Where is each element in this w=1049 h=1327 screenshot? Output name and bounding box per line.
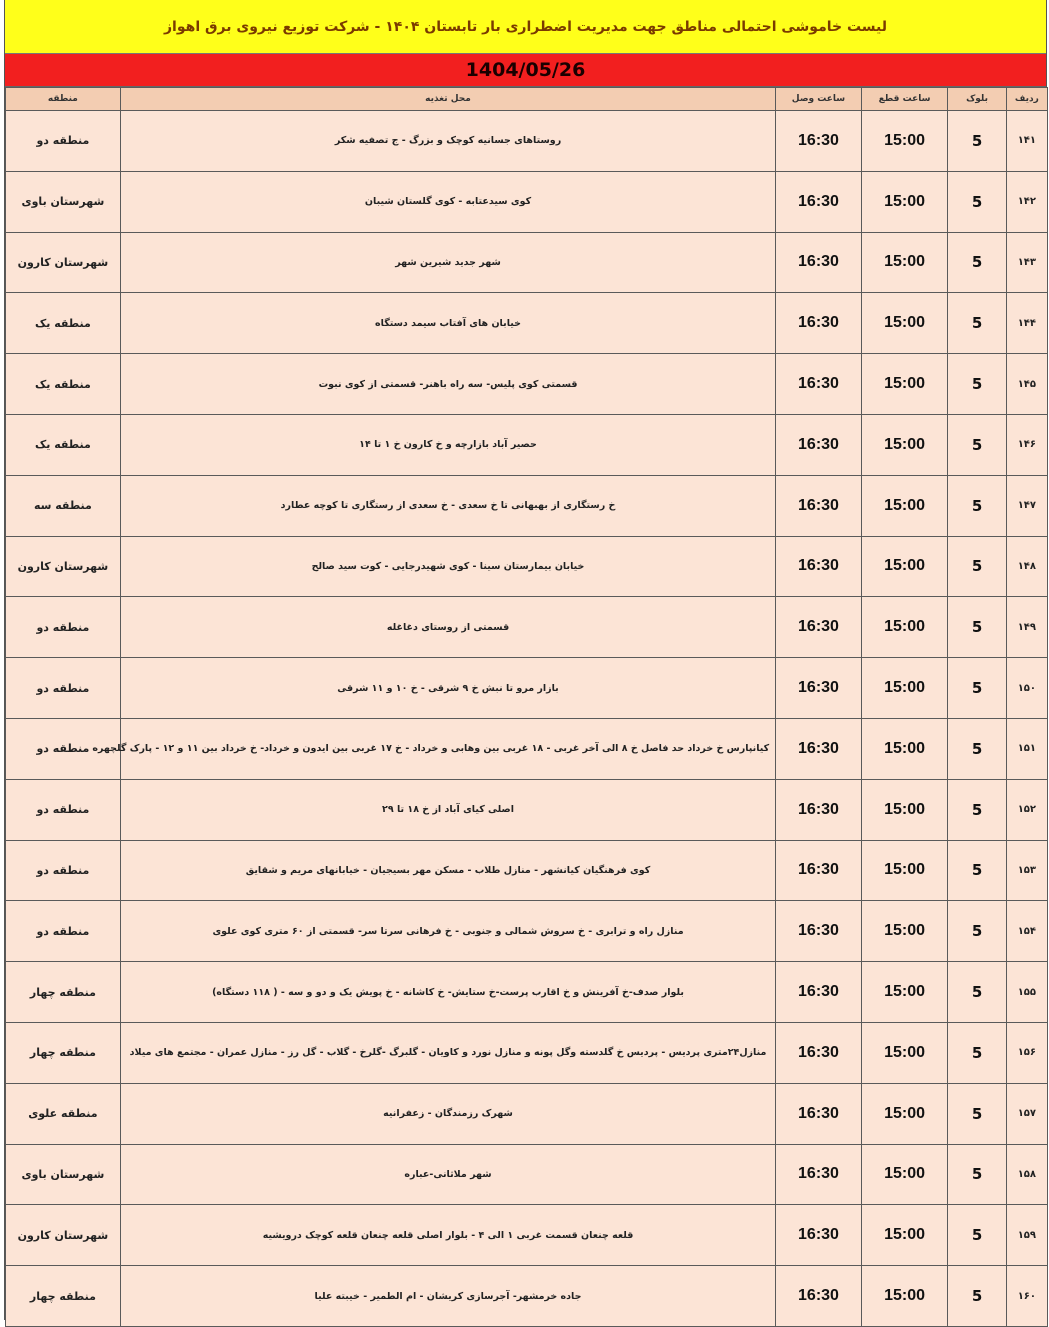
cell-location: منازل۲۴متری پردیس - پردیس خ گلدسته وگل پونه و منازل نورد و کاویان - گلبرگ -گلرخ - گلاب - گل رز - منازل عمران - مجتمع های میلاد — [120, 1022, 775, 1083]
cell-reconnect-time: 16:30 — [776, 840, 862, 901]
cell-region: منطقه دو — [6, 658, 121, 719]
cell-block: 5 — [948, 1144, 1006, 1205]
cell-index: ۱۵۳ — [1006, 840, 1047, 901]
cell-block: 5 — [948, 1266, 1006, 1327]
cell-region: منطقه یک — [6, 354, 121, 415]
cell-block: 5 — [948, 111, 1006, 172]
table-row — [6, 1205, 1048, 1266]
cell-cut-time: 15:00 — [861, 475, 948, 536]
cell-location: شهر ملاثانی-عباره — [120, 1144, 775, 1205]
cell-block: 5 — [948, 1083, 1006, 1144]
cell-location: قلعه چنعان قسمت غربی ۱ الی ۴ - بلوار اصلی قلعه چنعان قلعه کوچک درویشیه — [120, 1205, 775, 1266]
cell-index: ۱۴۵ — [1006, 354, 1047, 415]
table-row — [6, 232, 1048, 293]
cell-index: ۱۴۱ — [1006, 111, 1047, 172]
cell-cut-time: 15:00 — [861, 111, 948, 172]
cell-reconnect-time: 16:30 — [776, 536, 862, 597]
table-row — [6, 658, 1048, 719]
cell-region: شهرستان کارون — [6, 1205, 121, 1266]
cell-index: ۱۵۶ — [1006, 1022, 1047, 1083]
table-row — [6, 718, 1048, 779]
cell-region: منطقه دو — [6, 779, 121, 840]
table-row — [6, 901, 1048, 962]
cell-index: ۱۴۷ — [1006, 475, 1047, 536]
cell-cut-time: 15:00 — [861, 1205, 948, 1266]
table-row — [6, 293, 1048, 354]
cell-index: ۱۴۴ — [1006, 293, 1047, 354]
cell-region: منطقه دو — [6, 718, 121, 779]
table-row — [6, 536, 1048, 597]
cell-block: 5 — [948, 293, 1006, 354]
cell-block: 5 — [948, 475, 1006, 536]
table-row — [6, 840, 1048, 901]
cell-location: اصلی کیای آباد از خ ۱۸ تا ۲۹ — [120, 779, 775, 840]
cell-cut-time: 15:00 — [861, 840, 948, 901]
cell-reconnect-time: 16:30 — [776, 658, 862, 719]
cell-block: 5 — [948, 840, 1006, 901]
cell-reconnect-time: 16:30 — [776, 1144, 862, 1205]
cell-block: 5 — [948, 962, 1006, 1023]
cell-reconnect-time: 16:30 — [776, 475, 862, 536]
cell-region: منطقه دو — [6, 840, 121, 901]
cell-cut-time: 15:00 — [861, 779, 948, 840]
cell-location: شهر جدید شیرین شهر — [120, 232, 775, 293]
column-header-location: محل تغذیه — [120, 88, 775, 111]
table-row — [6, 962, 1048, 1023]
outage-schedule-sheet — [4, 0, 1047, 1320]
cell-reconnect-time: 16:30 — [776, 962, 862, 1023]
table-row — [6, 1022, 1048, 1083]
column-header-block: بلوک — [948, 88, 1006, 111]
cell-region: منطقه دو — [6, 901, 121, 962]
cell-reconnect-time: 16:30 — [776, 1205, 862, 1266]
table-row — [6, 171, 1048, 232]
table-row — [6, 354, 1048, 415]
cell-location: بلوار صدف-خ آفرینش و خ اقارب پرست-خ ستایش- خ کاشانه - خ پویش یک و دو و سه - ( ۱۱۸ دستگاه) — [120, 962, 775, 1023]
cell-block: 5 — [948, 536, 1006, 597]
table-row — [6, 597, 1048, 658]
cell-index: ۱۴۲ — [1006, 171, 1047, 232]
cell-index: ۱۴۳ — [1006, 232, 1047, 293]
cell-reconnect-time: 16:30 — [776, 901, 862, 962]
table-row — [6, 779, 1048, 840]
cell-index: ۱۵۵ — [1006, 962, 1047, 1023]
outage-table — [5, 87, 1048, 1327]
cell-location: حصیر آباد بازارچه و خ کارون خ ۱ تا ۱۴ — [120, 414, 775, 475]
cell-block: 5 — [948, 1205, 1006, 1266]
cell-reconnect-time: 16:30 — [776, 414, 862, 475]
cell-cut-time: 15:00 — [861, 354, 948, 415]
cell-cut-time: 15:00 — [861, 536, 948, 597]
cell-cut-time: 15:00 — [861, 293, 948, 354]
cell-reconnect-time: 16:30 — [776, 354, 862, 415]
cell-location: شهرک رزمندگان - زعفرانیه — [120, 1083, 775, 1144]
cell-reconnect-time: 16:30 — [776, 779, 862, 840]
schedule-date: 1404/05/26 — [5, 54, 1046, 87]
cell-cut-time: 15:00 — [861, 232, 948, 293]
cell-reconnect-time: 16:30 — [776, 293, 862, 354]
table-header-row — [6, 88, 1048, 111]
table-row — [6, 1144, 1048, 1205]
cell-cut-time: 15:00 — [861, 414, 948, 475]
cell-location: قسمتی کوی پلیس- سه راه باهنر- قسمتی از کوی نبوت — [120, 354, 775, 415]
cell-cut-time: 15:00 — [861, 1144, 948, 1205]
cell-block: 5 — [948, 232, 1006, 293]
cell-block: 5 — [948, 1022, 1006, 1083]
cell-index: ۱۵۸ — [1006, 1144, 1047, 1205]
table-row — [6, 1083, 1048, 1144]
cell-cut-time: 15:00 — [861, 171, 948, 232]
cell-reconnect-time: 16:30 — [776, 597, 862, 658]
cell-region: شهرستان کارون — [6, 536, 121, 597]
cell-cut-time: 15:00 — [861, 1266, 948, 1327]
cell-location: خیابان های آفتاب سیمد دستگاه — [120, 293, 775, 354]
cell-region: منطقه یک — [6, 414, 121, 475]
cell-location: کوی سیدعتابه - کوی گلستان شیبان — [120, 171, 775, 232]
cell-index: ۱۵۰ — [1006, 658, 1047, 719]
cell-location: کیانپارس خ خرداد حد فاصل خ ۸ الی آخر غربی - ۱۸ غربی بین وهابی و خرداد - خ ۱۷ غربی بین ایدون و خرداد- خ خرداد بین ۱۱ و ۱۲ - پارک گلچهره — [120, 718, 775, 779]
cell-location: قسمتی از روستای دغاغله — [120, 597, 775, 658]
cell-index: ۱۵۷ — [1006, 1083, 1047, 1144]
cell-index: ۱۴۸ — [1006, 536, 1047, 597]
column-header-region: منطقه — [6, 88, 121, 111]
cell-index: ۱۵۱ — [1006, 718, 1047, 779]
cell-region: منطقه دو — [6, 597, 121, 658]
cell-index: ۱۶۰ — [1006, 1266, 1047, 1327]
cell-reconnect-time: 16:30 — [776, 171, 862, 232]
cell-reconnect-time: 16:30 — [776, 1083, 862, 1144]
cell-index: ۱۵۴ — [1006, 901, 1047, 962]
cell-location: کوی فرهنگیان کیانشهر - منازل طلاب - مسکن مهر بسیجیان - خیابانهای مریم و شقایق — [120, 840, 775, 901]
table-row — [6, 414, 1048, 475]
cell-region: منطقه چهار — [6, 1266, 121, 1327]
cell-region: منطقه چهار — [6, 962, 121, 1023]
cell-region: منطقه سه — [6, 475, 121, 536]
cell-region: منطقه چهار — [6, 1022, 121, 1083]
cell-index: ۱۵۹ — [1006, 1205, 1047, 1266]
cell-cut-time: 15:00 — [861, 658, 948, 719]
cell-cut-time: 15:00 — [861, 901, 948, 962]
cell-reconnect-time: 16:30 — [776, 718, 862, 779]
cell-block: 5 — [948, 414, 1006, 475]
cell-cut-time: 15:00 — [861, 597, 948, 658]
table-row — [6, 1266, 1048, 1327]
cell-index: ۱۵۲ — [1006, 779, 1047, 840]
cell-block: 5 — [948, 779, 1006, 840]
cell-reconnect-time: 16:30 — [776, 232, 862, 293]
cell-location: منازل راه و ترابری - خ سروش شمالی و جنوبی - خ فرهانی سرتا سر- قسمتی از ۶۰ متری کوی علوی — [120, 901, 775, 962]
column-header-cut-time: ساعت قطع — [861, 88, 948, 111]
cell-region: شهرستان باوی — [6, 1144, 121, 1205]
cell-cut-time: 15:00 — [861, 1083, 948, 1144]
cell-reconnect-time: 16:30 — [776, 1266, 862, 1327]
cell-location: خ رستگاری از بهبهانی تا خ سعدی - خ سعدی از رستگاری تا کوچه عطارد — [120, 475, 775, 536]
cell-reconnect-time: 16:30 — [776, 1022, 862, 1083]
cell-block: 5 — [948, 597, 1006, 658]
cell-cut-time: 15:00 — [861, 718, 948, 779]
cell-cut-time: 15:00 — [861, 962, 948, 1023]
document-title: لیست خاموشی احتمالی مناطق جهت مدیریت اضطراری بار تابستان ۱۴۰۴ - شرکت توزیع نیروی برق اهواز — [5, 0, 1046, 54]
cell-location: بازار مرو تا نبش خ ۹ شرقی - خ ۱۰ و ۱۱ شرقی — [120, 658, 775, 719]
cell-block: 5 — [948, 901, 1006, 962]
cell-region: منطقه علوی — [6, 1083, 121, 1144]
column-header-reconnect-time: ساعت وصل — [776, 88, 862, 111]
cell-region: منطقه یک — [6, 293, 121, 354]
cell-location: خیابان بیمارستان سینا - کوی شهیدرجایی - کوت سید صالح — [120, 536, 775, 597]
column-header-index: ردیف — [1006, 88, 1047, 111]
cell-block: 5 — [948, 658, 1006, 719]
cell-location: جاده خرمشهر- آجرسازی کریشان - ام الطمیر - خیبته علیا — [120, 1266, 775, 1327]
cell-block: 5 — [948, 718, 1006, 779]
cell-block: 5 — [948, 171, 1006, 232]
cell-region: شهرستان باوی — [6, 171, 121, 232]
table-row — [6, 475, 1048, 536]
table-row — [6, 111, 1048, 172]
cell-reconnect-time: 16:30 — [776, 111, 862, 172]
table-body — [6, 111, 1048, 1327]
cell-index: ۱۴۶ — [1006, 414, 1047, 475]
cell-block: 5 — [948, 354, 1006, 415]
cell-cut-time: 15:00 — [861, 1022, 948, 1083]
cell-location: روستاهای جسانیه کوچک و بزرگ - ج تصفیه شکر — [120, 111, 775, 172]
cell-region: منطقه دو — [6, 111, 121, 172]
cell-index: ۱۴۹ — [1006, 597, 1047, 658]
cell-region: شهرستان کارون — [6, 232, 121, 293]
